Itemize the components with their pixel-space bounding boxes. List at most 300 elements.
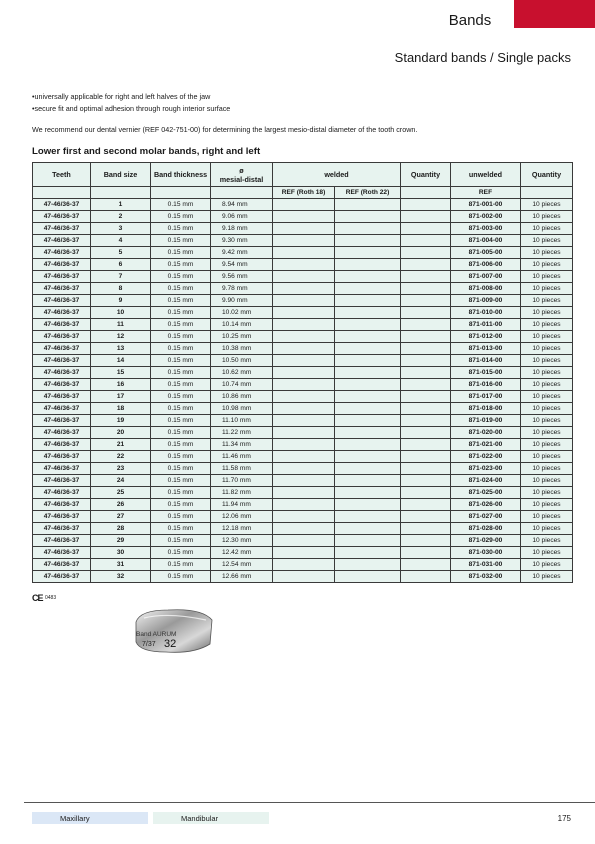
cell-ref: 871-023-00 <box>451 463 521 475</box>
cell-band-thickness: 0.15 mm <box>151 463 211 475</box>
cell-ref-roth22 <box>335 415 401 427</box>
cell-quantity-unwelded: 10 pieces <box>521 199 573 211</box>
cell-ref: 871-004-00 <box>451 235 521 247</box>
cell-teeth: 47-46/36-37 <box>33 391 91 403</box>
cell-teeth: 47-46/36-37 <box>33 523 91 535</box>
cell-ref: 871-013-00 <box>451 343 521 355</box>
cell-ref: 871-009-00 <box>451 295 521 307</box>
cell-band-size: 13 <box>91 343 151 355</box>
cell-diameter: 9.42 mm <box>211 247 273 259</box>
header-band-thickness: Band thickness <box>151 163 211 187</box>
cell-diameter: 10.74 mm <box>211 379 273 391</box>
cell-band-size: 26 <box>91 499 151 511</box>
cell-band-thickness: 0.15 mm <box>151 475 211 487</box>
cell-diameter: 10.02 mm <box>211 307 273 319</box>
cell-ref-roth22 <box>335 295 401 307</box>
cell-ref: 871-019-00 <box>451 415 521 427</box>
cell-teeth: 47-46/36-37 <box>33 511 91 523</box>
cell-diameter: 11.94 mm <box>211 499 273 511</box>
cell-quantity-unwelded: 10 pieces <box>521 271 573 283</box>
cell-quantity-unwelded: 10 pieces <box>521 451 573 463</box>
cell-band-thickness: 0.15 mm <box>151 523 211 535</box>
cell-ref: 871-017-00 <box>451 391 521 403</box>
cell-ref: 871-026-00 <box>451 499 521 511</box>
cell-band-thickness: 0.15 mm <box>151 211 211 223</box>
cell-ref: 871-002-00 <box>451 211 521 223</box>
cell-band-size: 9 <box>91 295 151 307</box>
table-row <box>33 199 573 211</box>
cell-quantity-unwelded: 10 pieces <box>521 355 573 367</box>
cell-ref-roth18 <box>273 319 335 331</box>
cell-ref-roth22 <box>335 391 401 403</box>
band-engraving-code: 7/37 <box>142 641 156 648</box>
header-quantity: Quantity <box>401 163 451 187</box>
cell-ref-roth18 <box>273 511 335 523</box>
cell-ref-roth22 <box>335 259 401 271</box>
cell-quantity <box>401 427 451 439</box>
cell-ref-roth22 <box>335 247 401 259</box>
cell-band-thickness: 0.15 mm <box>151 367 211 379</box>
header-diameter <box>211 163 273 187</box>
cell-ref-roth22 <box>335 367 401 379</box>
header-band-size: Band size <box>91 163 151 187</box>
cell-teeth: 47-46/36-37 <box>33 319 91 331</box>
band-product-image <box>130 604 220 659</box>
cell-quantity <box>401 199 451 211</box>
page-number: 175 <box>557 814 571 823</box>
cell-quantity <box>401 283 451 295</box>
cell-diameter: 11.10 mm <box>211 415 273 427</box>
subheader-empty <box>401 187 451 199</box>
cell-band-thickness: 0.15 mm <box>151 259 211 271</box>
cell-teeth: 47-46/36-37 <box>33 247 91 259</box>
cell-band-size: 10 <box>91 307 151 319</box>
cell-diameter: 10.25 mm <box>211 331 273 343</box>
header-welded: welded <box>273 163 401 187</box>
cell-quantity <box>401 415 451 427</box>
cell-teeth: 47-46/36-37 <box>33 475 91 487</box>
cell-ref-roth22 <box>335 487 401 499</box>
cell-ref-roth22 <box>335 223 401 235</box>
cell-teeth: 47-46/36-37 <box>33 547 91 559</box>
cell-band-thickness: 0.15 mm <box>151 379 211 391</box>
cell-ref-roth18 <box>273 343 335 355</box>
cell-ref-roth22 <box>335 475 401 487</box>
table-row <box>33 367 573 379</box>
header-quantity-unwelded: Quantity <box>521 163 573 187</box>
cell-quantity-unwelded: 10 pieces <box>521 307 573 319</box>
cell-band-thickness: 0.15 mm <box>151 307 211 319</box>
cell-teeth: 47-46/36-37 <box>33 331 91 343</box>
cell-quantity <box>401 259 451 271</box>
table-row <box>33 307 573 319</box>
cell-quantity-unwelded: 10 pieces <box>521 415 573 427</box>
table-row <box>33 283 573 295</box>
cell-quantity <box>401 523 451 535</box>
cell-ref-roth18 <box>273 571 335 583</box>
cell-diameter: 9.30 mm <box>211 235 273 247</box>
cell-quantity <box>401 475 451 487</box>
table-title: Lower first and second molar bands, right and left <box>32 146 261 157</box>
table-row <box>33 259 573 271</box>
cell-band-size: 31 <box>91 559 151 571</box>
cell-band-size: 18 <box>91 403 151 415</box>
feature-item: • universally applicable for right and left halves of the jaw <box>32 91 230 103</box>
cell-ref: 871-020-00 <box>451 427 521 439</box>
cell-ref-roth18 <box>273 295 335 307</box>
cell-band-size: 3 <box>91 223 151 235</box>
cell-teeth: 47-46/36-37 <box>33 259 91 271</box>
cell-band-size: 12 <box>91 331 151 343</box>
cell-quantity <box>401 343 451 355</box>
cell-teeth: 47-46/36-37 <box>33 295 91 307</box>
cell-diameter: 10.62 mm <box>211 367 273 379</box>
diameter-label: mesial-distal <box>219 174 264 184</box>
cell-band-size: 1 <box>91 199 151 211</box>
cell-band-thickness: 0.15 mm <box>151 247 211 259</box>
cell-ref-roth22 <box>335 283 401 295</box>
cell-ref-roth22 <box>335 535 401 547</box>
cell-band-thickness: 0.15 mm <box>151 235 211 247</box>
cell-band-thickness: 0.15 mm <box>151 499 211 511</box>
cell-band-size: 32 <box>91 571 151 583</box>
cell-band-size: 21 <box>91 439 151 451</box>
cell-diameter: 9.06 mm <box>211 211 273 223</box>
cell-ref: 871-012-00 <box>451 331 521 343</box>
cell-quantity <box>401 547 451 559</box>
header-unwelded: unwelded <box>451 163 521 187</box>
cell-ref-roth22 <box>335 403 401 415</box>
cell-quantity-unwelded: 10 pieces <box>521 403 573 415</box>
subheader-empty <box>91 187 151 199</box>
cell-band-thickness: 0.15 mm <box>151 511 211 523</box>
cell-quantity-unwelded: 10 pieces <box>521 235 573 247</box>
cell-diameter: 11.46 mm <box>211 451 273 463</box>
cell-ref: 871-005-00 <box>451 247 521 259</box>
cell-band-thickness: 0.15 mm <box>151 271 211 283</box>
cell-diameter: 12.42 mm <box>211 547 273 559</box>
cell-ref: 871-025-00 <box>451 487 521 499</box>
cell-band-thickness: 0.15 mm <box>151 295 211 307</box>
cell-diameter: 12.06 mm <box>211 511 273 523</box>
cell-ref-roth18 <box>273 355 335 367</box>
cell-band-size: 14 <box>91 355 151 367</box>
cell-ref-roth18 <box>273 475 335 487</box>
cell-quantity <box>401 211 451 223</box>
cell-quantity <box>401 235 451 247</box>
cell-quantity <box>401 295 451 307</box>
cell-band-size: 24 <box>91 475 151 487</box>
cell-quantity-unwelded: 10 pieces <box>521 499 573 511</box>
ce-mark: CE <box>32 593 43 603</box>
cell-teeth: 47-46/36-37 <box>33 427 91 439</box>
cell-diameter: 12.54 mm <box>211 559 273 571</box>
table-row <box>33 451 573 463</box>
cell-ref-roth22 <box>335 427 401 439</box>
cell-diameter: 10.98 mm <box>211 403 273 415</box>
cell-ref-roth18 <box>273 199 335 211</box>
cell-quantity-unwelded: 10 pieces <box>521 547 573 559</box>
header-teeth: Teeth <box>33 163 91 187</box>
cell-ref: 871-014-00 <box>451 355 521 367</box>
cell-ref-roth18 <box>273 451 335 463</box>
table-row <box>33 379 573 391</box>
cell-ref-roth18 <box>273 403 335 415</box>
cell-band-size: 20 <box>91 427 151 439</box>
cell-ref: 871-007-00 <box>451 271 521 283</box>
legend-maxillary-label: Maxillary <box>60 814 90 823</box>
cell-diameter: 10.38 mm <box>211 343 273 355</box>
cell-ref: 871-029-00 <box>451 535 521 547</box>
header-accent-bar <box>514 0 595 28</box>
table-row <box>33 427 573 439</box>
band-engraving-size: 32 <box>164 638 177 650</box>
cell-ref: 871-021-00 <box>451 439 521 451</box>
cell-quantity <box>401 559 451 571</box>
cell-ref: 871-015-00 <box>451 367 521 379</box>
cell-quantity <box>401 403 451 415</box>
cell-band-size: 11 <box>91 319 151 331</box>
cell-ref-roth22 <box>335 523 401 535</box>
cell-teeth: 47-46/36-37 <box>33 223 91 235</box>
page-subtitle: Standard bands / Single packs <box>394 50 571 65</box>
cell-ref-roth22 <box>335 199 401 211</box>
cell-ref-roth22 <box>335 235 401 247</box>
cell-diameter: 11.34 mm <box>211 439 273 451</box>
cell-diameter: 11.22 mm <box>211 427 273 439</box>
cell-diameter: 10.14 mm <box>211 319 273 331</box>
cell-ref-roth22 <box>335 547 401 559</box>
cell-band-size: 15 <box>91 367 151 379</box>
cell-quantity-unwelded: 10 pieces <box>521 427 573 439</box>
cell-ref-roth18 <box>273 559 335 571</box>
cell-quantity <box>401 355 451 367</box>
cell-band-size: 30 <box>91 547 151 559</box>
table-row <box>33 571 573 583</box>
legend-mandibular-label: Mandibular <box>181 814 219 823</box>
cell-teeth: 47-46/36-37 <box>33 367 91 379</box>
cell-ref: 871-024-00 <box>451 475 521 487</box>
cell-teeth: 47-46/36-37 <box>33 235 91 247</box>
cell-quantity-unwelded: 10 pieces <box>521 295 573 307</box>
feature-item: • secure fit and optimal adhesion through rough interior surface <box>32 103 230 115</box>
cell-band-size: 2 <box>91 211 151 223</box>
cell-band-thickness: 0.15 mm <box>151 199 211 211</box>
cell-teeth: 47-46/36-37 <box>33 211 91 223</box>
cell-ref-roth18 <box>273 283 335 295</box>
cell-ref-roth18 <box>273 487 335 499</box>
cell-ref-roth22 <box>335 211 401 223</box>
cell-quantity-unwelded: 10 pieces <box>521 247 573 259</box>
cell-band-thickness: 0.15 mm <box>151 415 211 427</box>
cell-quantity-unwelded: 10 pieces <box>521 343 573 355</box>
cell-ref-roth18 <box>273 223 335 235</box>
cell-ref-roth22 <box>335 355 401 367</box>
cell-quantity-unwelded: 10 pieces <box>521 475 573 487</box>
cell-ref-roth18 <box>273 391 335 403</box>
cell-ref-roth18 <box>273 439 335 451</box>
cell-diameter: 12.66 mm <box>211 571 273 583</box>
cell-quantity <box>401 499 451 511</box>
cell-quantity <box>401 487 451 499</box>
table-row <box>33 295 573 307</box>
cell-band-thickness: 0.15 mm <box>151 559 211 571</box>
cell-band-thickness: 0.15 mm <box>151 223 211 235</box>
cell-diameter: 9.56 mm <box>211 271 273 283</box>
table-row <box>33 247 573 259</box>
table-row <box>33 511 573 523</box>
cell-band-size: 16 <box>91 379 151 391</box>
subheader-empty <box>151 187 211 199</box>
cell-quantity <box>401 367 451 379</box>
cell-ref-roth18 <box>273 307 335 319</box>
table-row <box>33 343 573 355</box>
cell-diameter: 9.90 mm <box>211 295 273 307</box>
cell-band-thickness: 0.15 mm <box>151 535 211 547</box>
legend-maxillary-swatch <box>32 812 148 824</box>
cell-quantity-unwelded: 10 pieces <box>521 571 573 583</box>
cell-ref: 871-003-00 <box>451 223 521 235</box>
cell-quantity <box>401 463 451 475</box>
cell-ref-roth22 <box>335 331 401 343</box>
cell-teeth: 47-46/36-37 <box>33 463 91 475</box>
table-row <box>33 463 573 475</box>
cell-ref-roth22 <box>335 559 401 571</box>
cell-diameter: 9.78 mm <box>211 283 273 295</box>
cell-ref: 871-001-00 <box>451 199 521 211</box>
cell-quantity-unwelded: 10 pieces <box>521 319 573 331</box>
cell-ref: 871-011-00 <box>451 319 521 331</box>
cell-ref-roth18 <box>273 463 335 475</box>
cell-quantity-unwelded: 10 pieces <box>521 283 573 295</box>
cell-quantity-unwelded: 10 pieces <box>521 523 573 535</box>
cell-band-size: 29 <box>91 535 151 547</box>
cell-ref: 871-027-00 <box>451 511 521 523</box>
table-row <box>33 331 573 343</box>
cell-ref-roth18 <box>273 523 335 535</box>
diameter-symbol: ø <box>239 165 244 175</box>
cell-teeth: 47-46/36-37 <box>33 415 91 427</box>
subheader-empty <box>33 187 91 199</box>
cell-ref-roth22 <box>335 463 401 475</box>
cell-teeth: 47-46/36-37 <box>33 403 91 415</box>
cell-ref-roth18 <box>273 427 335 439</box>
cell-ref-roth18 <box>273 535 335 547</box>
cell-band-size: 4 <box>91 235 151 247</box>
cell-ref-roth22 <box>335 511 401 523</box>
cell-ref: 871-022-00 <box>451 451 521 463</box>
cell-diameter: 12.30 mm <box>211 535 273 547</box>
cell-band-size: 28 <box>91 523 151 535</box>
page-title: Bands <box>448 12 492 29</box>
cell-ref-roth22 <box>335 451 401 463</box>
footer-divider <box>24 802 595 803</box>
cell-quantity <box>401 379 451 391</box>
cell-quantity-unwelded: 10 pieces <box>521 223 573 235</box>
subheader-ref-roth22: REF (Roth 22) <box>335 187 401 199</box>
cell-ref-roth18 <box>273 547 335 559</box>
cell-band-thickness: 0.15 mm <box>151 439 211 451</box>
cell-quantity-unwelded: 10 pieces <box>521 535 573 547</box>
cell-teeth: 47-46/36-37 <box>33 487 91 499</box>
cell-ref-roth18 <box>273 499 335 511</box>
cell-quantity-unwelded: 10 pieces <box>521 439 573 451</box>
cell-quantity <box>401 535 451 547</box>
cell-teeth: 47-46/36-37 <box>33 355 91 367</box>
cell-ref-roth22 <box>335 439 401 451</box>
cell-band-thickness: 0.15 mm <box>151 403 211 415</box>
table-row <box>33 271 573 283</box>
cell-ref: 871-016-00 <box>451 379 521 391</box>
cell-teeth: 47-46/36-37 <box>33 439 91 451</box>
cell-teeth: 47-46/36-37 <box>33 199 91 211</box>
cell-diameter: 12.18 mm <box>211 523 273 535</box>
cell-teeth: 47-46/36-37 <box>33 379 91 391</box>
cell-ref-roth18 <box>273 415 335 427</box>
table-row <box>33 559 573 571</box>
cell-teeth: 47-46/36-37 <box>33 499 91 511</box>
cell-diameter: 9.18 mm <box>211 223 273 235</box>
cell-band-thickness: 0.15 mm <box>151 319 211 331</box>
cell-quantity <box>401 247 451 259</box>
cell-band-size: 8 <box>91 283 151 295</box>
cell-ref: 871-030-00 <box>451 547 521 559</box>
cell-band-size: 7 <box>91 271 151 283</box>
cell-teeth: 47-46/36-37 <box>33 571 91 583</box>
cell-quantity <box>401 307 451 319</box>
cell-ref: 871-010-00 <box>451 307 521 319</box>
table-row <box>33 535 573 547</box>
cell-band-size: 19 <box>91 415 151 427</box>
table-row <box>33 499 573 511</box>
cell-ref-roth22 <box>335 571 401 583</box>
cell-quantity-unwelded: 10 pieces <box>521 463 573 475</box>
cell-ref: 871-028-00 <box>451 523 521 535</box>
cell-ref-roth22 <box>335 343 401 355</box>
cell-band-thickness: 0.15 mm <box>151 487 211 499</box>
cell-quantity-unwelded: 10 pieces <box>521 379 573 391</box>
cell-quantity <box>401 271 451 283</box>
cell-band-size: 22 <box>91 451 151 463</box>
cell-ref-roth18 <box>273 367 335 379</box>
subheader-empty <box>521 187 573 199</box>
table-row <box>33 211 573 223</box>
cell-ref-roth22 <box>335 379 401 391</box>
cell-teeth: 47-46/36-37 <box>33 535 91 547</box>
band-engraving-label: Band AURUM <box>136 631 177 638</box>
cell-diameter: 11.70 mm <box>211 475 273 487</box>
cell-ref-roth22 <box>335 319 401 331</box>
cell-band-size: 6 <box>91 259 151 271</box>
cell-quantity <box>401 319 451 331</box>
table-row <box>33 487 573 499</box>
cell-teeth: 47-46/36-37 <box>33 343 91 355</box>
cell-teeth: 47-46/36-37 <box>33 451 91 463</box>
cell-ref-roth18 <box>273 259 335 271</box>
cell-band-thickness: 0.15 mm <box>151 451 211 463</box>
subheader-empty <box>211 187 273 199</box>
cell-ref: 871-031-00 <box>451 559 521 571</box>
cell-quantity-unwelded: 10 pieces <box>521 211 573 223</box>
cell-quantity <box>401 223 451 235</box>
cell-band-size: 17 <box>91 391 151 403</box>
table-row <box>33 355 573 367</box>
cell-quantity-unwelded: 10 pieces <box>521 367 573 379</box>
cell-teeth: 47-46/36-37 <box>33 559 91 571</box>
cell-band-size: 5 <box>91 247 151 259</box>
cell-band-size: 23 <box>91 463 151 475</box>
table-row <box>33 475 573 487</box>
